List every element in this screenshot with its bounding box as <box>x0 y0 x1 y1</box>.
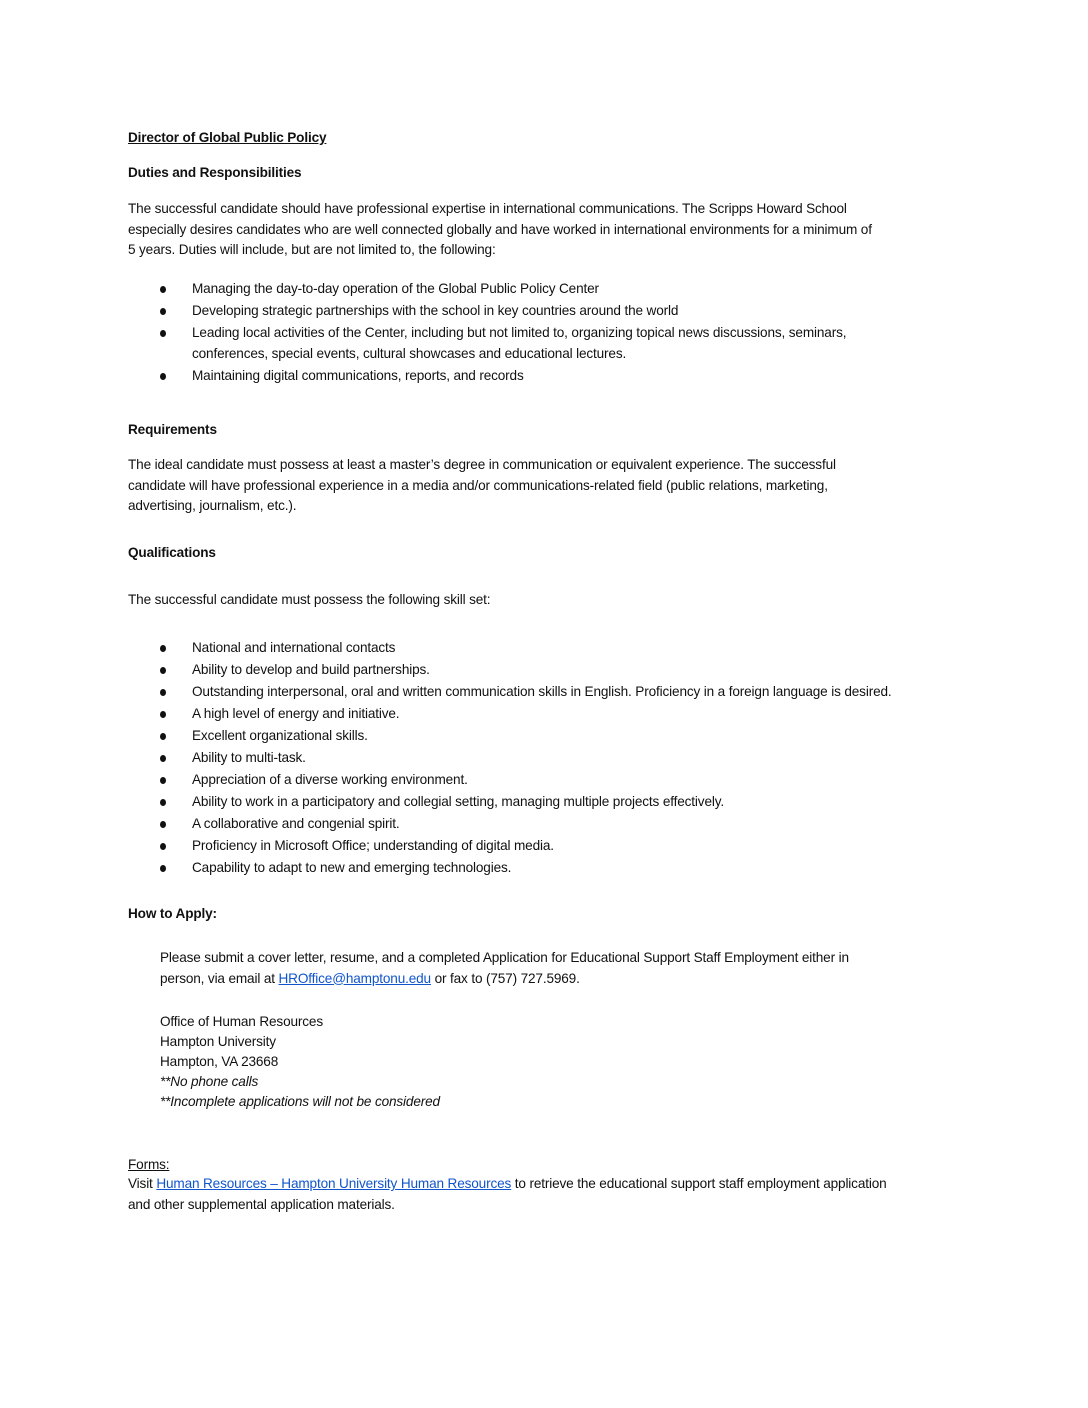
bullet-icon <box>160 645 166 652</box>
list-item: Ability to work in a participatory and collegial setting, managing multiple projects effectively. <box>160 792 892 814</box>
email-link[interactable]: HROffice@hamptonu.edu <box>278 970 431 986</box>
how-to-apply-heading: How to Apply: <box>128 906 217 921</box>
list-item: Outstanding interpersonal, oral and written communication skills in English. Proficiency in a foreign language is desired. <box>160 682 892 704</box>
address-line: Hampton, VA 23668 <box>160 1054 279 1069</box>
list-item: Ability to develop and build partnerships. <box>160 660 892 682</box>
list-item: Leading local activities of the Center, including but not limited to, organizing topical news discussions, seminars, conferences, special events, cultural showcases and educational lectures. <box>160 323 846 366</box>
bullet-icon <box>160 711 166 718</box>
bullet-icon <box>160 799 166 806</box>
duties-list <box>160 279 846 388</box>
qualifications-heading: Qualifications <box>128 545 216 560</box>
list-item: Maintaining digital communications, reports, and records <box>160 366 846 388</box>
bullet-icon <box>160 821 166 828</box>
qualifications-intro: The successful candidate must possess the following skill set: <box>128 592 491 607</box>
address-line: Hampton University <box>160 1034 276 1049</box>
qualifications-list <box>160 638 892 880</box>
duties-intro-line: especially desires candidates who are well connected globally and have worked in international environments for a minimum of <box>128 221 872 237</box>
bullet-icon <box>160 733 166 740</box>
how-to-apply-text: Please submit a cover letter, resume, and a completed Application for Educational Support Staff Employment either in person, via email at HROffice@hamptonu.edu or fax to (757) 727.5969. <box>160 950 849 986</box>
note-incomplete-applications: **Incomplete applications will not be considered <box>160 1094 440 1109</box>
duties-intro-line: 5 years. Duties will include, but are not limited to, the following: <box>128 242 496 258</box>
list-item: Managing the day-to-day operation of the Global Public Policy Center <box>160 279 846 301</box>
note-no-phone-calls: **No phone calls <box>160 1074 259 1089</box>
bullet-icon <box>160 689 166 696</box>
duties-intro-line: The successful candidate should have professional expertise in international communications. The Scripps Howard School <box>128 201 847 216</box>
address-line: Office of Human Resources <box>160 1014 323 1029</box>
bullet-icon <box>160 843 166 850</box>
duties-heading: Duties and Responsibilities <box>128 165 302 180</box>
list-item: Proficiency in Microsoft Office; understanding of digital media. <box>160 836 892 858</box>
hr-address <box>160 1012 440 1112</box>
duties-intro <box>128 199 872 261</box>
list-item: Developing strategic partnerships with the school in key countries around the world <box>160 301 846 323</box>
list-item: Capability to adapt to new and emerging technologies. <box>160 858 892 880</box>
bullet-icon <box>160 865 166 872</box>
list-item: A collaborative and congenial spirit. <box>160 814 892 836</box>
bullet-icon <box>160 755 166 762</box>
document-title: Director of Global Public Policy <box>128 130 327 145</box>
bullet-icon <box>160 373 166 380</box>
requirements-text: The ideal candidate must possess at least a master’s degree in communication or equivalent experience. The successful candidate will have professional experience in a media and/or communications-related field (public relations, marketing, advertising, journalism, etc.). <box>128 457 836 514</box>
list-item: Excellent organizational skills. <box>160 726 892 748</box>
hr-website-link[interactable]: Human Resources – Hampton University Human Resources <box>156 1176 512 1191</box>
bullet-icon <box>160 308 166 315</box>
bullet-icon <box>160 286 166 293</box>
bullet-icon <box>160 330 166 337</box>
bullet-icon <box>160 777 166 784</box>
forms-text: Visit Human Resources – Hampton University Human Resources to retrieve the educational support staff employment application and other supplemental application materials. <box>128 1176 887 1212</box>
list-item: Appreciation of a diverse working environment. <box>160 770 892 792</box>
list-item: Ability to multi-task. <box>160 748 892 770</box>
bullet-icon <box>160 667 166 674</box>
requirements-heading: Requirements <box>128 422 217 437</box>
list-item: National and international contacts <box>160 638 892 660</box>
forms-heading: Forms: <box>128 1157 170 1172</box>
list-item: A high level of energy and initiative. <box>160 704 892 726</box>
